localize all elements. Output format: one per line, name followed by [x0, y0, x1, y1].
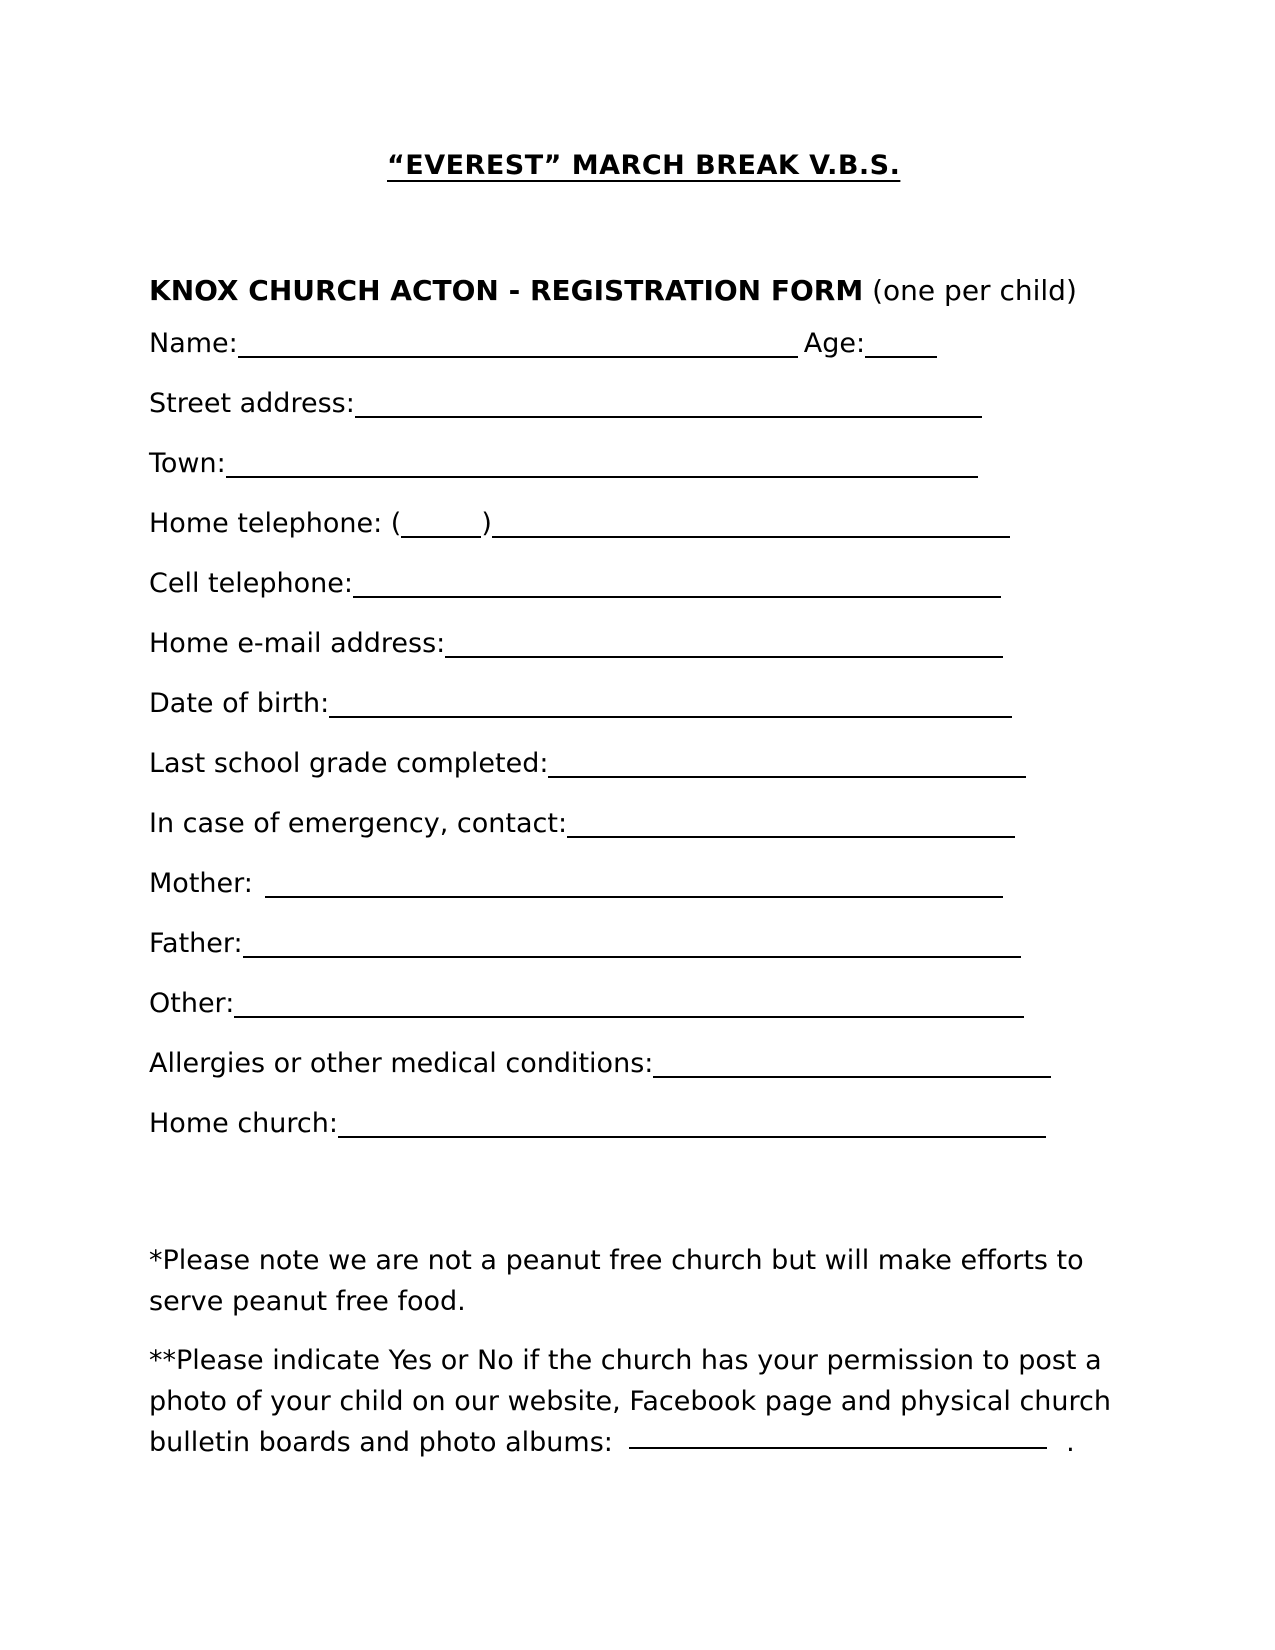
- father-row: [149, 920, 1021, 960]
- other-label: Other:: [149, 988, 235, 1019]
- email-field[interactable]: [445, 626, 1003, 658]
- name-label: Name:: [149, 328, 238, 359]
- cell-telephone-row: [149, 560, 1001, 600]
- father-field[interactable]: [243, 926, 1021, 958]
- form-heading: [149, 274, 1077, 307]
- name-age-row: [149, 320, 937, 360]
- area-code-close: ): [481, 508, 492, 539]
- photo-permission-period: .: [1066, 1427, 1075, 1458]
- age-field[interactable]: [865, 326, 937, 358]
- allergies-row: [149, 1040, 1051, 1080]
- email-label: Home e-mail address:: [149, 628, 446, 659]
- school-grade-field[interactable]: [548, 746, 1026, 778]
- home-church-row: [149, 1100, 1046, 1140]
- name-field[interactable]: [238, 326, 798, 358]
- street-address-label: Street address:: [149, 388, 355, 419]
- home-telephone-row: [149, 500, 1010, 540]
- age-label: Age:: [803, 328, 866, 359]
- town-field[interactable]: [226, 446, 978, 478]
- mother-label: Mother:: [149, 868, 253, 899]
- other-row: [149, 980, 1024, 1020]
- town-label: Town:: [149, 448, 226, 479]
- emergency-contact-label: In case of emergency, contact:: [149, 808, 568, 839]
- home-telephone-label: Home telephone: (: [149, 508, 402, 539]
- email-row: [149, 620, 1003, 660]
- home-church-field[interactable]: [338, 1106, 1046, 1138]
- town-row: [149, 440, 978, 480]
- area-code-field[interactable]: [401, 506, 481, 538]
- home-telephone-field[interactable]: [492, 506, 1010, 538]
- mother-field[interactable]: [265, 866, 1003, 898]
- street-address-field[interactable]: [355, 386, 982, 418]
- peanut-note: *Please note we are not a peanut free church but will make efforts to serve peanut free food.: [149, 1245, 1084, 1317]
- form-heading-suffix: (one per child): [872, 274, 1077, 307]
- cell-telephone-field[interactable]: [353, 566, 1001, 598]
- photo-permission-note: [149, 1340, 1129, 1463]
- school-grade-row: [149, 740, 1026, 780]
- home-church-label: Home church:: [149, 1108, 338, 1139]
- photo-permission-text: **Please indicate Yes or No if the church has your permission to post a photo of your child on our website, Facebook page and physical church bulletin boards and photo albums:: [149, 1345, 1111, 1458]
- mother-row: [149, 860, 1003, 900]
- other-field[interactable]: [234, 986, 1024, 1018]
- date-of-birth-field[interactable]: [329, 686, 1012, 718]
- cell-telephone-label: Cell telephone:: [149, 568, 353, 599]
- date-of-birth-row: [149, 680, 1012, 720]
- form-heading-main: KNOX CHURCH ACTON - REGISTRATION FORM: [149, 274, 864, 307]
- school-grade-label: Last school grade completed:: [149, 748, 549, 779]
- page-title: “EVEREST” MARCH BREAK V.B.S.: [387, 150, 901, 181]
- emergency-contact-row: [149, 800, 1015, 840]
- allergies-label: Allergies or other medical conditions:: [149, 1048, 654, 1079]
- date-of-birth-label: Date of birth:: [149, 688, 330, 719]
- street-address-row: [149, 380, 982, 420]
- father-label: Father:: [149, 928, 243, 959]
- photo-permission-field[interactable]: [629, 1423, 1047, 1449]
- allergies-field[interactable]: [653, 1046, 1051, 1078]
- emergency-contact-field[interactable]: [567, 806, 1015, 838]
